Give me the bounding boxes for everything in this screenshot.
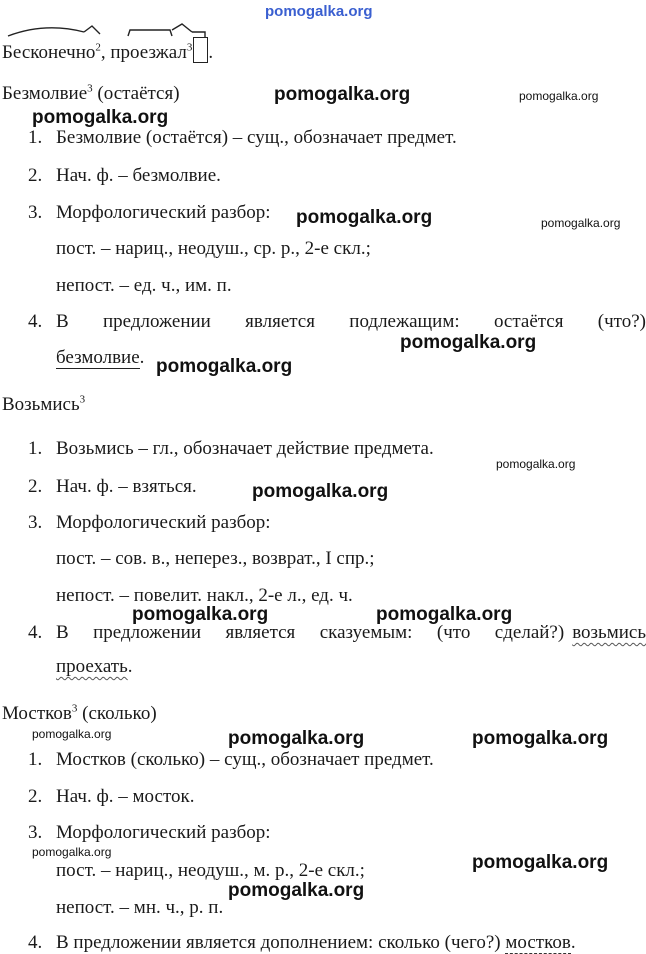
permanent-features: пост. – сов. в., неперез., возврат., I спр.;: [56, 548, 375, 569]
watermark: pomogalka.org: [472, 728, 609, 749]
nonpermanent-features: непост. – ед. ч., им. п.: [56, 275, 232, 296]
list-item-text: В предложении является дополнением: сколько (чего?) мостков.: [56, 932, 576, 953]
section-heading: Мостков$^3$ (сколько): [2, 702, 157, 724]
nonpermanent-features: непост. – мн. ч., р. п.: [56, 897, 224, 918]
watermark: pomogalka.org: [32, 845, 112, 859]
list-item: 3.: [28, 822, 43, 843]
watermark: pomogalka.org: [296, 207, 433, 228]
list-item-text: В предложении является подлежащим: остаётся (что?): [56, 311, 646, 332]
list-item: 4.: [28, 311, 43, 332]
permanent-features: пост. – нариц., неодуш., м. р., 2-е скл.;: [56, 860, 365, 881]
list-item-text: Мостков (сколько) – сущ., обозначает предмет.: [56, 749, 434, 770]
watermark: pomogalka.org: [252, 481, 389, 502]
watermark: pomogalka.org: [541, 216, 621, 230]
list-item-text: Нач. ф. – безмолвие.: [56, 165, 221, 186]
subject-word: безмолвие.: [56, 347, 145, 368]
list-item-text: Морфологический разбор:: [56, 822, 271, 843]
list-item: 3.: [28, 202, 43, 223]
list-item: 1.: [28, 127, 43, 148]
list-item-text: Морфологический разбор:: [56, 512, 271, 533]
list-item-text: Нач. ф. – мосток.: [56, 786, 195, 807]
watermark: pomogalka.org: [400, 332, 537, 353]
watermark: pomogalka.org: [519, 89, 599, 103]
list-item: 3.: [28, 512, 43, 533]
permanent-features: пост. – нариц., неодуш., ср. р., 2-е скл.;: [56, 238, 371, 259]
watermark: pomogalka.org: [156, 356, 293, 377]
watermark: pomogalka.org: [496, 457, 576, 471]
list-item-text: В предложении является сказуемым: (что сделай?) возьмись: [56, 622, 646, 643]
watermark: pomogalka.org: [32, 107, 169, 128]
list-item: 1.: [28, 438, 43, 459]
list-item: 2.: [28, 476, 43, 497]
word-proezzhal: проезжал: [110, 42, 187, 63]
list-item: 2.: [28, 786, 43, 807]
list-item-text: Нач. ф. – взяться.: [56, 476, 197, 497]
watermark: pomogalka.org: [132, 604, 269, 625]
section-heading: Возьмись$^3$: [2, 393, 86, 415]
list-item: 4.: [28, 622, 43, 643]
nonpermanent-features: непост. – повелит. накл., 2-е л., ед. ч.: [56, 585, 353, 606]
watermark: pomogalka.org: [265, 3, 373, 20]
list-item-text: Безмолвие (остаётся) – сущ., обозначает предмет.: [56, 127, 457, 148]
list-item: 1.: [28, 749, 43, 770]
word-beskonechno: Бесконечно: [2, 42, 96, 63]
watermark: pomogalka.org: [472, 852, 609, 873]
list-item: 4.: [28, 932, 43, 953]
watermark: pomogalka.org: [274, 84, 411, 105]
watermark: pomogalka.org: [32, 727, 112, 741]
list-item-text: Возьмись – гл., обозначает действие предмета.: [56, 438, 434, 459]
list-item-text: Морфологический разбор:: [56, 202, 271, 223]
predicate-word: проехать.: [56, 656, 133, 677]
ending-box: [193, 37, 208, 63]
section-heading: Безмолвие$^3$ (остаётся): [2, 82, 180, 104]
top-line: Бесконечно$^2$, проезжал$^3$ .: [2, 37, 213, 64]
watermark: pomogalka.org: [228, 880, 365, 901]
watermark: pomogalka.org: [228, 728, 365, 749]
list-item: 2.: [28, 165, 43, 186]
watermark: pomogalka.org: [376, 604, 513, 625]
